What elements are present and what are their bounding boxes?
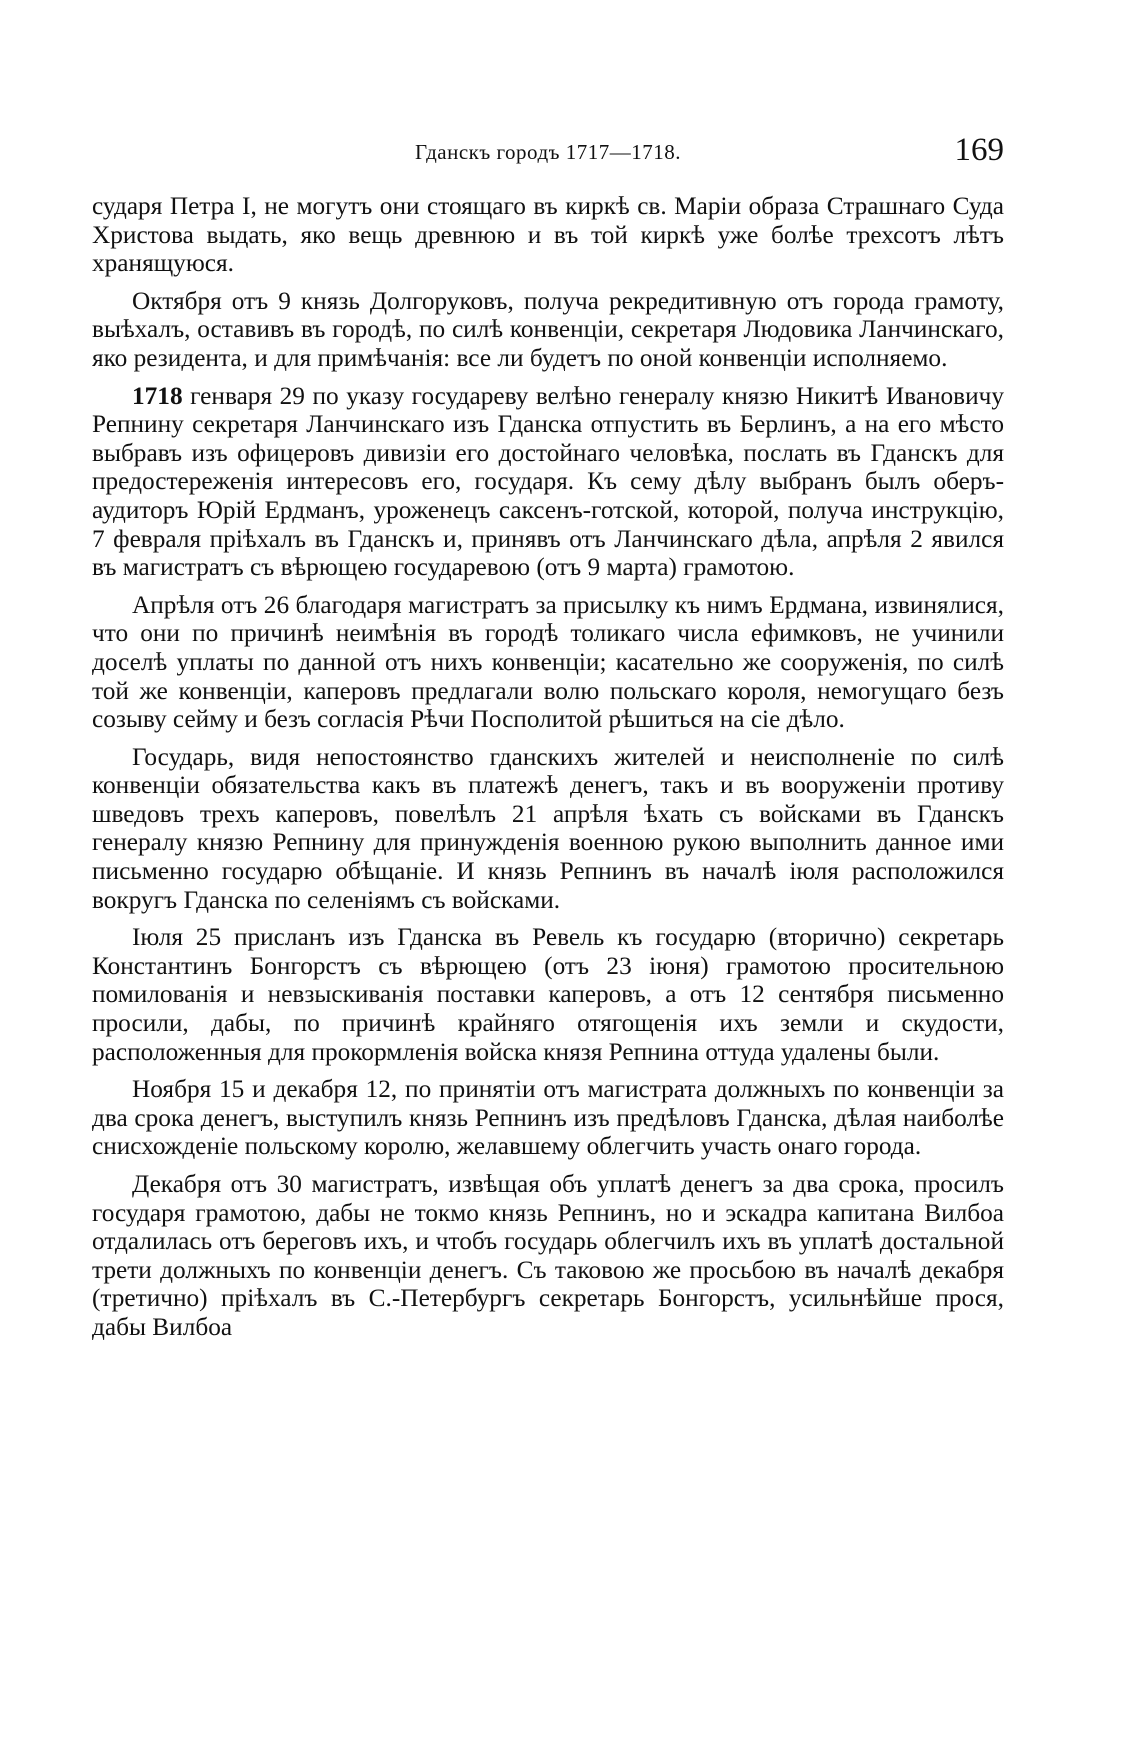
paragraph-text: генваря 29 по указу государеву велѣно генералу князю Никитѣ Ивановичу Репнину секретаря Ланчинскаго изъ Гданска отпустить въ Берлинъ, а на его мѣсто выбравъ изъ офицеровъ дивизіи его достойнаго человѣка, послать въ Гданскъ для предостереженія интересовъ его, государя. Къ сему дѣлу выбранъ былъ оберъ-аудиторъ Юрій Ердманъ, уроженецъ саксенъ-готской, которой, получа инструкцію, 7 февраля пріѣхалъ въ Гданскъ и, принявъ отъ Ланчинскаго дѣла, апрѣля 2 явился въ магистратъ съ вѣрющею государевою (отъ 9 марта) грамотою.	[92, 381, 1004, 582]
page-header	[92, 132, 1004, 192]
paragraph-july: Іюля 25 присланъ изъ Гданска въ Ревель къ государю (вторично) секретарь Константинъ Бонгорстъ съ вѣрющею (отъ 23 іюня) грамотою просительною помилованія и невзыскиванія поставки каперовъ, а отъ 12 сентября письменно просили, дабы, по причинѣ крайняго отягощенія ихъ земли и скудости, расположенныя для прокормленія войска князя Репнина оттуда удалены были.	[92, 923, 1004, 1066]
book-page	[92, 132, 1004, 1342]
paragraph-december: Декабря отъ 30 магистратъ, извѣщая объ уплатѣ денегъ за два срока, просилъ государя грамотою, дабы не токмо князь Репнинъ, но и эскадра капитана Вилбоа отдалилась отъ береговъ ихъ, и чтобъ государь облегчилъ ихъ въ уплатѣ достальной трети должныхъ по конвенціи денегъ. Съ таковою же просьбою въ началѣ декабря (третично) пріѣхалъ въ С.-Петербургъ секретарь Бонгорстъ, усильнѣйше прося, дабы Вилбоа	[92, 1170, 1004, 1341]
year-marker: 1718	[132, 381, 183, 410]
paragraph-sovereign: Государь, видя непостоянство гданскихъ жителей и неисполненіе по силѣ конвенціи обязательства какъ въ платежѣ денегъ, такъ и въ вооруженіи противу шведовъ трехъ каперовъ, повелѣлъ 21 апрѣля ѣхать съ войсками въ Гданскъ генералу князю Репнину для принужденія военною рукою выполнить данное ими письменно государю обѣщаніе. И князь Репнинъ въ началѣ іюля расположился вокругъ Гданска по селеніямъ съ войсками.	[92, 742, 1004, 914]
paragraph-november: Ноября 15 и декабря 12, по принятіи отъ магистрата должныхъ по конвенціи за два срока денегъ, выступилъ князь Репнинъ изъ предѣловъ Гданска, дѣлая наиболѣе снисхожденіе польскому королю, желавшему облегчить участь онаго города.	[92, 1075, 1004, 1161]
paragraph-1718-january	[92, 382, 1004, 582]
paragraph-april: Апрѣля отъ 26 благодаря магистратъ за присылку къ нимъ Ердмана, извинялися, что они по причинѣ неимѣнія въ городѣ толикаго числа ефимковъ, не учинили доселѣ уплаты по данной отъ нихъ конвенціи; касательно же сооруженія, по силѣ той же конвенціи, каперовъ предлагали волю польскаго короля, немогущаго безъ созыву сейму и безъ согласія Рѣчи Посполитой рѣшиться на сіе дѣло.	[92, 590, 1004, 734]
paragraph-continued: сударя Петра I, не могутъ они стоящаго въ киркѣ св. Маріи образа Страшнаго Суда Христова выдать, яко вещь древнюю и въ той киркѣ уже болѣе трехсотъ лѣтъ хранящуюся.	[92, 192, 1004, 278]
running-head: Гданскъ городъ 1717—1718.	[415, 140, 681, 164]
paragraph-october: Октября отъ 9 князь Долгоруковъ, получа рекредитивную отъ города грамоту, выѣхалъ, оставивъ въ городѣ, по силѣ конвенціи, секретаря Людовика Ланчинскаго, яко резидента, и для примѣчанія: все ли будетъ по оной конвенціи исполняемо.	[92, 286, 1004, 372]
page-number: 169	[954, 132, 1004, 168]
body-text	[92, 192, 1004, 1342]
